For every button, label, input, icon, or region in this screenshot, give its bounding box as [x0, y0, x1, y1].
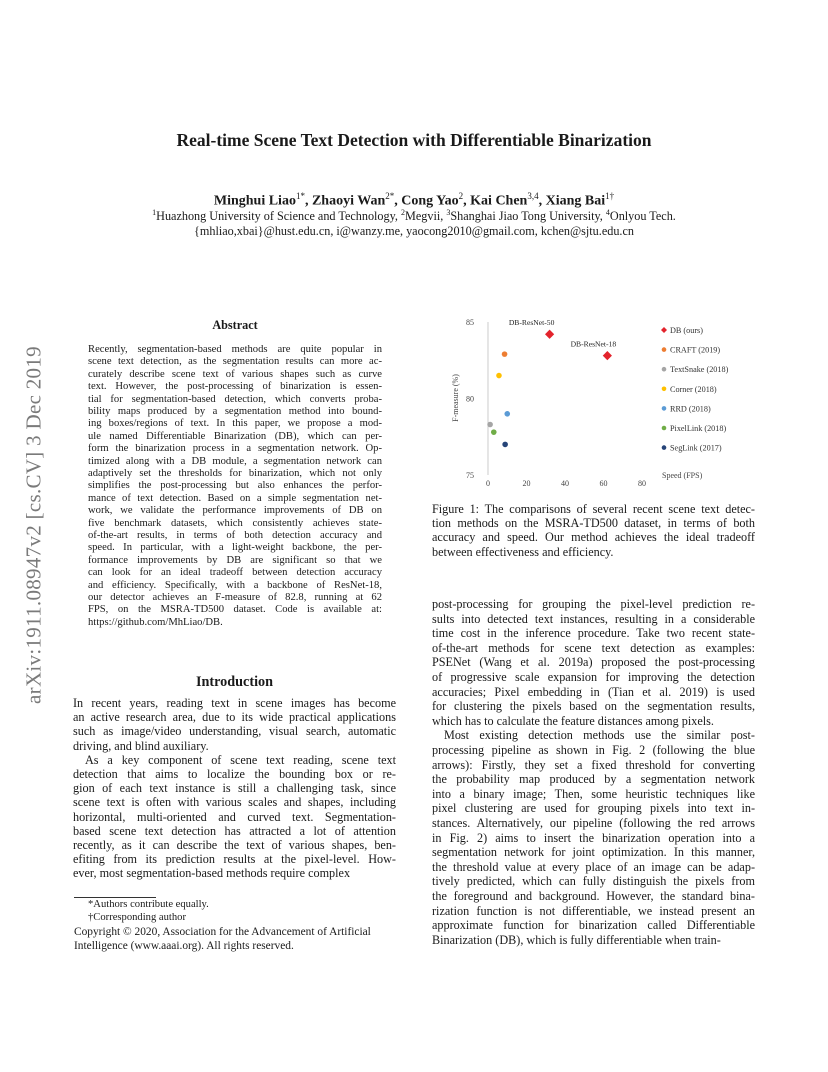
author-list: Minghui Liao$^{1*}$, Zhaoyi Wan$^{2*}$, Cong Yao$^2$, Kai Chen$^{3,4}$, Xiang Bai$^{1\dagger}$ [213, 191, 615, 209]
figure-caption-line: tion methods on the MSRA-TD500 dataset, in terms of both [432, 516, 755, 531]
right-column-line: of progressive scale expansion for improving the detection [432, 670, 755, 684]
introduction-line: As a key component of scene text reading, scene text [85, 752, 396, 767]
abstract-line: text. However, the post-processing of binarization is essen- [88, 381, 382, 393]
abstract-line: of-the-art results, in terms of both detection accuracy and [88, 530, 382, 541]
chart-ticks [466, 318, 646, 488]
legend-swatch [662, 347, 667, 352]
right-column-line: in Fig. 2) aims to insert the binarization operation into a [432, 830, 755, 845]
legend-entry: RRD (2018) [670, 404, 711, 414]
right-column-line: rization function is not differentiable, we instead present an [432, 903, 755, 918]
abstract-line: adaptively set the thresholds for binarization, which not only [88, 468, 382, 479]
legend-entry: Corner (2018) [670, 384, 717, 394]
abstract-body [88, 344, 382, 634]
data-point-label: DB-ResNet-18 [570, 339, 617, 349]
introduction-line: horizontal, multi-oriented and curved text. Segmentation- [73, 809, 396, 824]
introduction-heading: Introduction [196, 674, 273, 690]
abstract-line: work, we validate the performance improvements of DB on [88, 505, 382, 517]
right-column-line: approximate function for binarization called Differentiable [432, 918, 755, 933]
right-column-line: sults into detected text instances, resulting in a considerable [432, 611, 755, 626]
right-column-line: time cost in the inference procedure. Take two recent state- [432, 626, 755, 641]
introduction-line: an active research area, due to its wide practical applications [73, 710, 396, 725]
data-point-db [603, 351, 612, 360]
x-tick-label: 40 [561, 479, 569, 488]
abstract-line: speed. In particular, with a light-weight backbone, the per- [88, 542, 382, 554]
right-column-line: the probability map produced by a segmentation network [432, 772, 755, 787]
abstract-line: FPS, on the MSRA-TD500 dataset. Code is available at: [88, 604, 382, 616]
introduction-line: scene text is often with various scales and shapes, including [73, 795, 396, 810]
right-column-line: for clustering the pixels based on the segmentation results, [432, 699, 755, 714]
abstract-line: simplifies the post-processing but also enhances the perfor- [88, 480, 382, 492]
legend-swatch [662, 406, 667, 411]
data-point [504, 411, 510, 417]
right-column-line: processing pipeline as shown in Fig. 2 (following the blue [432, 743, 755, 757]
right-column-line: segmentation network for joint optimization. In this manner, [432, 845, 755, 860]
legend-entry: TextSnake (2018) [670, 365, 729, 375]
arxiv-identifier-text: arXiv:1911.08947v2 [cs.CV] 3 Dec 2019 [21, 346, 46, 704]
introduction-line: such as image/video understanding, visual search, automatic [73, 724, 396, 739]
abstract-line: bility maps produced by a segmentation method into bound- [88, 406, 382, 417]
abstract-line: form the binarization process in a segmentation network. Op- [88, 443, 382, 455]
introduction-line: recently, as it can describe the text of various shapes, ben- [73, 838, 396, 852]
right-column-line: post-processing for grouping the pixel-level prediction re- [432, 597, 755, 611]
paper-title: Real-time Scene Text Detection with Differentiable Binarization [176, 130, 652, 150]
data-point [496, 373, 502, 379]
right-column-line: stances. Alternatively, our pipeline (following the red arrows [432, 816, 755, 830]
copyright-line-2: Intelligence (www.aaai.org). All rights reserved. [74, 940, 294, 952]
abstract-line: ule named Differentiable Binarization (DB), which can per- [88, 430, 382, 442]
abstract-line: Recently, segmentation-based methods are quite popular in [88, 344, 382, 355]
right-column-line: Most existing detection methods use the similar post- [444, 728, 755, 743]
footnote-corresponding: †Corresponding author [88, 912, 186, 923]
footnote-equal: *Authors contribute equally. [88, 899, 209, 910]
legend-entry: DB (ours) [670, 326, 703, 335]
figure-caption-line: Figure 1: The comparisons of several recent scene text detec- [432, 502, 755, 516]
abstract-line: ing boxes/regions of text. In this paper, we propose a mod- [88, 418, 382, 430]
author-emails: {mhliao,xbai}@hust.edu.cn, i@wanzy.me, yaocong2010@gmail.com, kchen@sjtu.edu.cn [194, 224, 634, 238]
data-point [491, 429, 497, 435]
introduction-line: efiting from its prediction results at the pixel-level. How- [73, 852, 396, 867]
data-point [487, 422, 493, 428]
introduction-line: gion of each text instance is still a challenging task, since [73, 781, 396, 796]
chart-marks [487, 318, 616, 447]
right-column-line: the foreground and background. However, the standard bina- [432, 889, 755, 903]
introduction-line: driving, and blind auxiliary. [73, 738, 209, 753]
data-point-db [545, 330, 554, 339]
figure-1-caption [432, 502, 755, 562]
abstract-line: formance improvements by DB are significant so that we [88, 554, 382, 566]
y-tick-label: 85 [466, 318, 474, 327]
abstract-line: scene text detection, as the segmentation results can more ac- [88, 356, 382, 368]
legend-swatch [661, 327, 667, 333]
right-column-line: PSENet (Wang et al. 2019a) proposed the post-processing [432, 655, 755, 670]
introduction-line: based scene text detection has attracted a lot of attention [73, 823, 396, 838]
arxiv-identifier [19, 290, 49, 760]
legend-entry: PixelLink (2018) [670, 424, 727, 433]
abstract-line: curately describe scene text of various shapes such as curve [88, 368, 382, 380]
right-column-line: tively predicted, which can fully distinguish the pixels from [432, 874, 755, 889]
abstract-line: https://github.com/MhLiao/DB. [88, 616, 223, 628]
affiliations: $^1$Huazhong University of Science and Technology, $^2$Megvii, $^3$Shanghai Jiao Tong University, $^4$Onlyou Tech. [152, 208, 676, 224]
introduction-body [73, 696, 396, 886]
data-point [502, 442, 508, 448]
y-axis-label [451, 374, 460, 422]
abstract-heading: Abstract [212, 318, 258, 332]
abstract-line: mance of text detection. Based on a simple segmentation net- [88, 492, 382, 504]
abstract-line: five benchmark datasets, which consistently achieves state- [88, 517, 382, 529]
abstract-line: tial for segmentation-based detection, which converts proba- [88, 393, 382, 405]
abstract-line: timized along with a DB module, a segmentation network can [88, 455, 382, 467]
y-tick-label: 80 [466, 394, 474, 404]
abstract-line: can look for an ideal tradeoff between detection accuracy [88, 567, 382, 579]
legend-swatch [662, 445, 667, 450]
right-column-line: into a binary image; Then, some heuristic techniques like [432, 786, 755, 801]
legend-entry: SegLink (2017) [670, 443, 722, 453]
legend-swatch [662, 426, 667, 431]
right-column-line: arrows): Firstly, they set a fixed threshold for converting [432, 757, 755, 772]
footnote-rule [74, 897, 156, 898]
introduction-line: ever, most segmentation-based methods require complex [73, 866, 351, 881]
introduction-line: In recent years, reading text in scene images has become [73, 696, 396, 710]
copyright-line: Copyright © 2020, Association for the Advancement of Artificial [74, 926, 371, 938]
x-tick-label: 60 [599, 479, 608, 488]
right-column-line: Binarization (DB), which is fully differentiable when train- [432, 932, 721, 947]
figure-caption-line: accuracy and speed. Our method achieves the ideal tradeoff [432, 530, 755, 545]
data-point [502, 351, 508, 357]
data-point-label: DB-ResNet-50 [508, 318, 555, 328]
legend-swatch [662, 387, 667, 392]
legend-swatch [662, 367, 667, 372]
right-column-line: of-the-art methods for scene text detection as examples: [432, 640, 755, 655]
x-axis-title: Speed (FPS) [662, 471, 703, 480]
abstract-line: and efficiency. Specifically, with a backbone of ResNet-18, [88, 579, 382, 591]
right-column-body [432, 597, 755, 957]
x-tick-label: 80 [638, 479, 646, 488]
abstract-line: our detector achieves an F-measure of 82.8, running at 62 [88, 592, 382, 603]
figure-caption-line: between effectiveness and efficiency. [432, 544, 614, 559]
y-axis-title: F-measure (%) [451, 374, 460, 422]
x-tick-label: 20 [522, 479, 531, 488]
right-column-line: pixel clustering are used for grouping pixels into text in- [432, 801, 755, 816]
right-column-line: the threshold value at every place of an image can be adap- [432, 859, 755, 874]
x-tick-label: 0 [486, 479, 490, 488]
right-column-line: accuracies; Pixel embedding in (Tian et al. 2019) is used [432, 684, 755, 699]
figure-1-chart [440, 310, 760, 496]
y-tick-label: 75 [466, 471, 474, 480]
chart-legend [661, 326, 729, 453]
legend-entry: CRAFT (2019) [670, 345, 721, 355]
right-column-line: which has to calculate the feature distances among pixels. [432, 713, 714, 728]
introduction-line: detection that aims to localize the bounding box or re- [73, 767, 396, 781]
